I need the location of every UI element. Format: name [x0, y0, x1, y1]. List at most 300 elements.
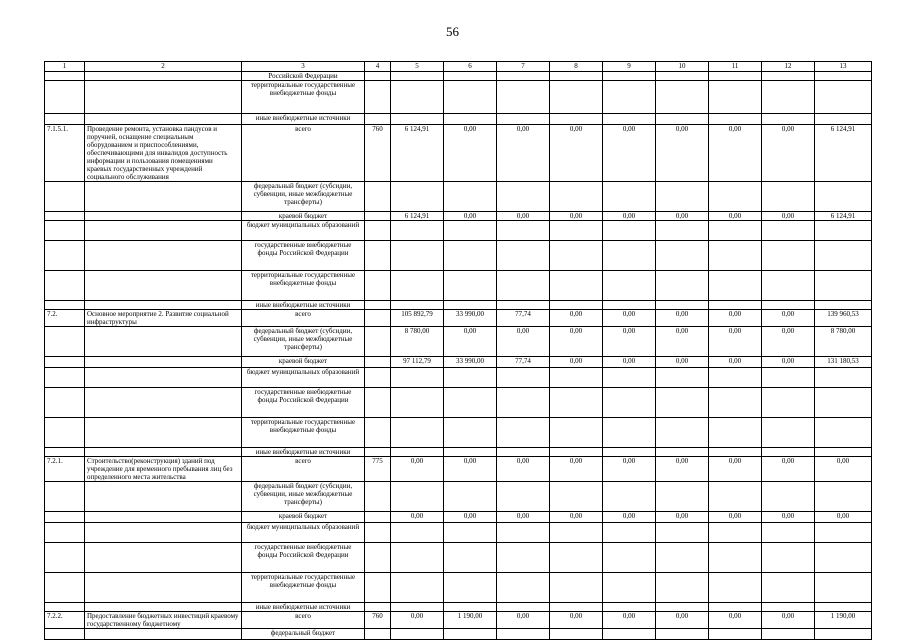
code-cell	[365, 388, 391, 418]
value-cell	[762, 114, 815, 125]
value-cell	[391, 629, 444, 640]
value-cell: 77,74	[497, 310, 550, 327]
value-cell: 0,00	[762, 327, 815, 357]
activity-name-cell	[85, 241, 242, 271]
value-cell	[815, 523, 872, 543]
value-cell	[815, 182, 872, 212]
value-cell: 0,00	[709, 125, 762, 182]
value-cell: 0,00	[709, 357, 762, 368]
table-row	[45, 603, 872, 612]
value-cell: 1 190,00	[815, 612, 872, 629]
value-cell	[656, 114, 709, 125]
value-cell	[709, 81, 762, 114]
value-cell	[391, 241, 444, 271]
funding-source-cell: краевой бюджет	[242, 357, 365, 368]
activity-name-cell	[85, 212, 242, 221]
value-cell	[815, 603, 872, 612]
funding-source-cell: всего	[242, 310, 365, 327]
value-cell: 0,00	[497, 457, 550, 482]
value-cell	[391, 81, 444, 114]
value-cell: 0,00	[603, 357, 656, 368]
activity-name-cell	[85, 603, 242, 612]
value-cell	[656, 301, 709, 310]
value-cell: 0,00	[603, 125, 656, 182]
value-cell	[550, 388, 603, 418]
value-cell	[444, 573, 497, 603]
value-cell	[603, 482, 656, 512]
table-row	[45, 212, 872, 221]
value-cell	[709, 388, 762, 418]
value-cell	[709, 301, 762, 310]
value-cell	[444, 221, 497, 241]
funding-source-cell: территориальные государственные внебюджетные фонды	[242, 81, 365, 114]
table-row	[45, 114, 872, 125]
activity-name-cell	[85, 368, 242, 388]
value-cell	[762, 72, 815, 81]
value-cell	[815, 114, 872, 125]
value-cell	[550, 448, 603, 457]
row-number-cell: 7.2.	[45, 310, 85, 327]
code-cell	[365, 629, 391, 640]
header-cell: 12	[762, 62, 815, 72]
value-cell	[391, 368, 444, 388]
funding-source-cell: иные внебюджетные источники	[242, 603, 365, 612]
value-cell	[497, 543, 550, 573]
row-number-cell: 7.1.5.1.	[45, 125, 85, 182]
value-cell	[709, 221, 762, 241]
value-cell: 0,00	[550, 512, 603, 523]
activity-name-cell	[85, 271, 242, 301]
page-number: 56	[446, 24, 459, 39]
value-cell	[603, 573, 656, 603]
value-cell	[815, 629, 872, 640]
activity-name-cell	[85, 357, 242, 368]
value-cell: 97 112,79	[391, 357, 444, 368]
funding-source-cell: иные внебюджетные источники	[242, 448, 365, 457]
funding-source-cell: государственные внебюджетные фонды Российской Федерации	[242, 388, 365, 418]
activity-name-cell	[85, 221, 242, 241]
value-cell	[656, 271, 709, 301]
value-cell	[656, 182, 709, 212]
value-cell	[762, 482, 815, 512]
activity-name-cell: Предоставление бюджетных инвестиций краевому государственному бюджетному	[85, 612, 242, 629]
row-number-cell	[45, 368, 85, 388]
value-cell: 0,00	[603, 212, 656, 221]
code-cell	[365, 81, 391, 114]
value-cell	[603, 629, 656, 640]
value-cell	[762, 448, 815, 457]
value-cell: 0,00	[444, 212, 497, 221]
row-number-cell: 7.2.1.	[45, 457, 85, 482]
value-cell: 0,00	[550, 612, 603, 629]
code-cell	[365, 573, 391, 603]
value-cell	[815, 241, 872, 271]
value-cell	[444, 543, 497, 573]
value-cell	[656, 221, 709, 241]
row-number-cell	[45, 221, 85, 241]
value-cell	[709, 482, 762, 512]
value-cell	[550, 603, 603, 612]
value-cell	[603, 603, 656, 612]
table-row	[45, 388, 872, 418]
code-cell	[365, 114, 391, 125]
value-cell	[709, 573, 762, 603]
value-cell	[497, 448, 550, 457]
code-cell	[365, 221, 391, 241]
value-cell	[762, 81, 815, 114]
value-cell: 0,00	[391, 512, 444, 523]
value-cell	[497, 81, 550, 114]
activity-name-cell	[85, 482, 242, 512]
value-cell	[656, 72, 709, 81]
value-cell	[391, 543, 444, 573]
header-cell: 8	[550, 62, 603, 72]
table-row	[45, 81, 872, 114]
budget-table	[44, 61, 872, 640]
table-row	[45, 523, 872, 543]
value-cell	[709, 418, 762, 448]
funding-source-cell: краевой бюджет	[242, 512, 365, 523]
value-cell: 0,00	[656, 512, 709, 523]
funding-source-cell: территориальные государственные внебюджетные фонды	[242, 573, 365, 603]
value-cell	[391, 114, 444, 125]
value-cell: 0,00	[550, 327, 603, 357]
value-cell	[656, 573, 709, 603]
value-cell	[603, 114, 656, 125]
value-cell: 0,00	[762, 310, 815, 327]
value-cell	[603, 448, 656, 457]
value-cell: 0,00	[656, 212, 709, 221]
value-cell: 0,00	[497, 327, 550, 357]
value-cell: 0,00	[709, 457, 762, 482]
table-row	[45, 543, 872, 573]
value-cell	[656, 543, 709, 573]
value-cell	[550, 72, 603, 81]
value-cell	[444, 241, 497, 271]
value-cell	[656, 368, 709, 388]
row-number-cell	[45, 182, 85, 212]
value-cell	[550, 182, 603, 212]
value-cell	[762, 629, 815, 640]
code-cell	[365, 482, 391, 512]
funding-source-cell: иные внебюджетные источники	[242, 114, 365, 125]
row-number-cell	[45, 72, 85, 81]
value-cell: 0,00	[762, 457, 815, 482]
value-cell	[762, 573, 815, 603]
value-cell	[656, 629, 709, 640]
value-cell	[815, 448, 872, 457]
value-cell	[497, 221, 550, 241]
value-cell	[656, 418, 709, 448]
value-cell	[815, 271, 872, 301]
value-cell	[497, 482, 550, 512]
code-cell	[365, 603, 391, 612]
value-cell	[709, 368, 762, 388]
value-cell	[391, 573, 444, 603]
row-number-cell	[45, 212, 85, 221]
value-cell	[815, 301, 872, 310]
funding-source-cell: территориальные государственные внебюджетные фонды	[242, 271, 365, 301]
activity-name-cell	[85, 543, 242, 573]
value-cell	[709, 543, 762, 573]
value-cell: 77,74	[497, 357, 550, 368]
header-row	[45, 62, 872, 72]
funding-source-cell: бюджет муниципальных образований	[242, 523, 365, 543]
value-cell	[497, 182, 550, 212]
code-cell	[365, 512, 391, 523]
value-cell: 0,00	[550, 212, 603, 221]
value-cell: 0,00	[762, 612, 815, 629]
value-cell	[762, 368, 815, 388]
funding-source-cell: всего	[242, 612, 365, 629]
value-cell: 0,00	[762, 512, 815, 523]
code-cell	[365, 327, 391, 357]
funding-source-cell: территориальные государственные внебюджетные фонды	[242, 418, 365, 448]
row-number-cell	[45, 603, 85, 612]
code-cell: 760	[365, 125, 391, 182]
activity-name-cell	[85, 523, 242, 543]
table-row	[45, 368, 872, 388]
table-row	[45, 612, 872, 629]
table-row	[45, 448, 872, 457]
value-cell: 0,00	[603, 457, 656, 482]
value-cell	[444, 81, 497, 114]
value-cell	[550, 241, 603, 271]
value-cell: 0,00	[603, 512, 656, 523]
value-cell: 0,00	[497, 512, 550, 523]
table-body	[45, 72, 872, 640]
table-row	[45, 221, 872, 241]
row-number-cell	[45, 301, 85, 310]
activity-name-cell	[85, 182, 242, 212]
header-cell: 6	[444, 62, 497, 72]
value-cell	[709, 448, 762, 457]
value-cell	[550, 81, 603, 114]
value-cell	[497, 368, 550, 388]
value-cell: 0,00	[444, 125, 497, 182]
value-cell	[444, 271, 497, 301]
activity-name-cell: Проведение ремонта, установка пандусов и поручней, оснащение специальным оборудованием и приспособлениями, обеспечивающими для инвалидов доступность информации и пользования помещениями краевых государственных учреждений социального обслуживания	[85, 125, 242, 182]
value-cell	[762, 543, 815, 573]
value-cell: 0,00	[656, 457, 709, 482]
table-row	[45, 573, 872, 603]
header-cell: 4	[365, 62, 391, 72]
value-cell	[603, 543, 656, 573]
value-cell	[497, 301, 550, 310]
value-cell: 0,00	[815, 457, 872, 482]
value-cell: 0,00	[497, 125, 550, 182]
value-cell	[391, 271, 444, 301]
row-number-cell: 7.2.2.	[45, 612, 85, 629]
value-cell: 33 990,00	[444, 357, 497, 368]
row-number-cell	[45, 357, 85, 368]
value-cell: 0,00	[550, 310, 603, 327]
table-row	[45, 271, 872, 301]
header-cell: 1	[45, 62, 85, 72]
header-cell: 9	[603, 62, 656, 72]
funding-source-cell: всего	[242, 457, 365, 482]
table-row	[45, 512, 872, 523]
value-cell: 0,00	[603, 327, 656, 357]
value-cell	[656, 603, 709, 612]
value-cell	[709, 523, 762, 543]
value-cell	[497, 629, 550, 640]
funding-source-cell: Российской Федерации	[242, 72, 365, 81]
value-cell	[444, 418, 497, 448]
row-number-cell	[45, 271, 85, 301]
value-cell	[444, 603, 497, 612]
value-cell: 131 180,53	[815, 357, 872, 368]
header-cell: 2	[85, 62, 242, 72]
value-cell	[444, 301, 497, 310]
value-cell: 0,00	[497, 612, 550, 629]
value-cell	[656, 482, 709, 512]
value-cell: 0,00	[709, 212, 762, 221]
activity-name-cell	[85, 81, 242, 114]
row-number-cell	[45, 81, 85, 114]
funding-source-cell: государственные внебюджетные фонды Российской Федерации	[242, 241, 365, 271]
value-cell	[550, 271, 603, 301]
row-number-cell	[45, 512, 85, 523]
value-cell	[709, 72, 762, 81]
value-cell	[762, 388, 815, 418]
value-cell	[815, 482, 872, 512]
value-cell	[391, 482, 444, 512]
table-row	[45, 482, 872, 512]
code-cell	[365, 212, 391, 221]
header-cell: 3	[242, 62, 365, 72]
activity-name-cell	[85, 388, 242, 418]
activity-name-cell	[85, 72, 242, 81]
code-cell	[365, 182, 391, 212]
code-cell	[365, 543, 391, 573]
row-number-cell	[45, 418, 85, 448]
value-cell	[709, 114, 762, 125]
value-cell	[444, 182, 497, 212]
value-cell: 6 124,91	[815, 212, 872, 221]
value-cell: 0,00	[550, 125, 603, 182]
code-cell	[365, 523, 391, 543]
value-cell	[497, 573, 550, 603]
funding-source-cell: всего	[242, 125, 365, 182]
value-cell	[550, 221, 603, 241]
value-cell	[497, 114, 550, 125]
value-cell	[444, 448, 497, 457]
funding-source-cell: федеральный бюджет	[242, 629, 365, 640]
value-cell	[603, 271, 656, 301]
table-row	[45, 327, 872, 357]
value-cell	[550, 482, 603, 512]
value-cell: 0,00	[391, 612, 444, 629]
activity-name-cell	[85, 573, 242, 603]
value-cell	[603, 523, 656, 543]
row-number-cell	[45, 114, 85, 125]
code-cell	[365, 448, 391, 457]
table-row	[45, 241, 872, 271]
value-cell: 6 124,91	[391, 125, 444, 182]
code-cell: 760	[365, 612, 391, 629]
value-cell: 0,00	[444, 327, 497, 357]
value-cell	[603, 221, 656, 241]
code-cell	[365, 241, 391, 271]
header-cell: 13	[815, 62, 872, 72]
value-cell	[391, 448, 444, 457]
table-row	[45, 125, 872, 182]
value-cell	[656, 448, 709, 457]
value-cell	[709, 241, 762, 271]
funding-source-cell: федеральный бюджет (субсидии, субвенции, иные межбюджетные трансферты)	[242, 182, 365, 212]
value-cell	[762, 301, 815, 310]
header-cell: 11	[709, 62, 762, 72]
value-cell	[815, 388, 872, 418]
row-number-cell	[45, 388, 85, 418]
row-number-cell	[45, 543, 85, 573]
value-cell	[815, 368, 872, 388]
value-cell: 0,00	[762, 212, 815, 221]
table-row	[45, 72, 872, 81]
value-cell: 0,00	[815, 512, 872, 523]
value-cell	[550, 543, 603, 573]
value-cell: 0,00	[656, 612, 709, 629]
activity-name-cell: Строительство(реконструкция) зданий под учреждение для временного пребывания лиц без определенного места жительства	[85, 457, 242, 482]
value-cell: 0,00	[762, 125, 815, 182]
row-number-cell	[45, 523, 85, 543]
table-row	[45, 629, 872, 640]
activity-name-cell	[85, 327, 242, 357]
value-cell	[497, 388, 550, 418]
value-cell	[709, 629, 762, 640]
value-cell	[444, 629, 497, 640]
value-cell: 0,00	[391, 457, 444, 482]
value-cell	[444, 523, 497, 543]
value-cell	[762, 182, 815, 212]
value-cell: 0,00	[550, 357, 603, 368]
value-cell	[444, 368, 497, 388]
header-cell: 10	[656, 62, 709, 72]
value-cell: 0,00	[497, 212, 550, 221]
value-cell	[603, 301, 656, 310]
value-cell: 0,00	[603, 310, 656, 327]
value-cell: 0,00	[709, 327, 762, 357]
table-row	[45, 310, 872, 327]
value-cell	[815, 81, 872, 114]
header-cell: 5	[391, 62, 444, 72]
value-cell	[391, 301, 444, 310]
row-number-cell	[45, 482, 85, 512]
funding-source-cell: федеральный бюджет (субсидии, субвенции, иные межбюджетные трансферты)	[242, 327, 365, 357]
value-cell	[391, 418, 444, 448]
code-cell: 775	[365, 457, 391, 482]
value-cell	[497, 523, 550, 543]
value-cell	[603, 241, 656, 271]
table-row	[45, 301, 872, 310]
value-cell	[762, 418, 815, 448]
value-cell	[391, 603, 444, 612]
funding-source-cell: бюджет муниципальных образований	[242, 368, 365, 388]
activity-name-cell	[85, 301, 242, 310]
value-cell	[497, 603, 550, 612]
activity-name-cell	[85, 418, 242, 448]
table-row	[45, 357, 872, 368]
value-cell: 0,00	[709, 310, 762, 327]
value-cell	[815, 221, 872, 241]
value-cell: 33 990,00	[444, 310, 497, 327]
funding-source-cell: бюджет муниципальных образований	[242, 221, 365, 241]
value-cell	[550, 368, 603, 388]
value-cell: 0,00	[709, 612, 762, 629]
value-cell	[391, 523, 444, 543]
value-cell	[815, 573, 872, 603]
